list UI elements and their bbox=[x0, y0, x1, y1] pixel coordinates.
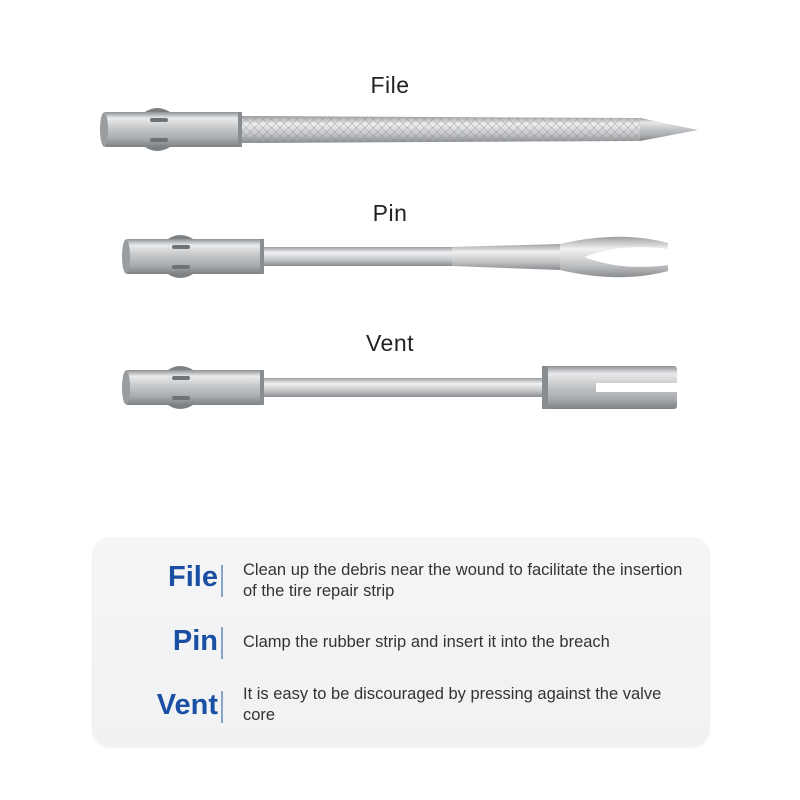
legend-row-vent bbox=[92, 679, 710, 731]
legend-row-pin bbox=[92, 623, 710, 663]
legend-description-vent: It is easy to be discouraged by pressing against the valve core bbox=[243, 685, 662, 724]
file-tool-title: File bbox=[370, 72, 410, 98]
legend-divider bbox=[221, 565, 223, 597]
legend-name-vent: Vent bbox=[156, 689, 218, 721]
legend-description-file: Clean up the debris near the wound to facilitate the insertion of the tire repair strip bbox=[243, 561, 683, 600]
file-tool-image bbox=[100, 108, 698, 151]
legend-row-file bbox=[92, 555, 710, 607]
legend-divider bbox=[221, 627, 223, 659]
legend-name-pin: Pin bbox=[172, 625, 218, 657]
legend-card bbox=[92, 537, 710, 747]
pin-tool-title: Pin bbox=[372, 200, 408, 226]
pin-tool-image bbox=[122, 235, 668, 278]
vent-tool-title: Vent bbox=[365, 330, 415, 356]
legend-divider bbox=[221, 691, 223, 723]
legend-description-pin: Clamp the rubber strip and insert it into the breach bbox=[243, 633, 610, 651]
legend-name-file: File bbox=[168, 561, 218, 593]
vent-tool-image bbox=[122, 366, 677, 409]
